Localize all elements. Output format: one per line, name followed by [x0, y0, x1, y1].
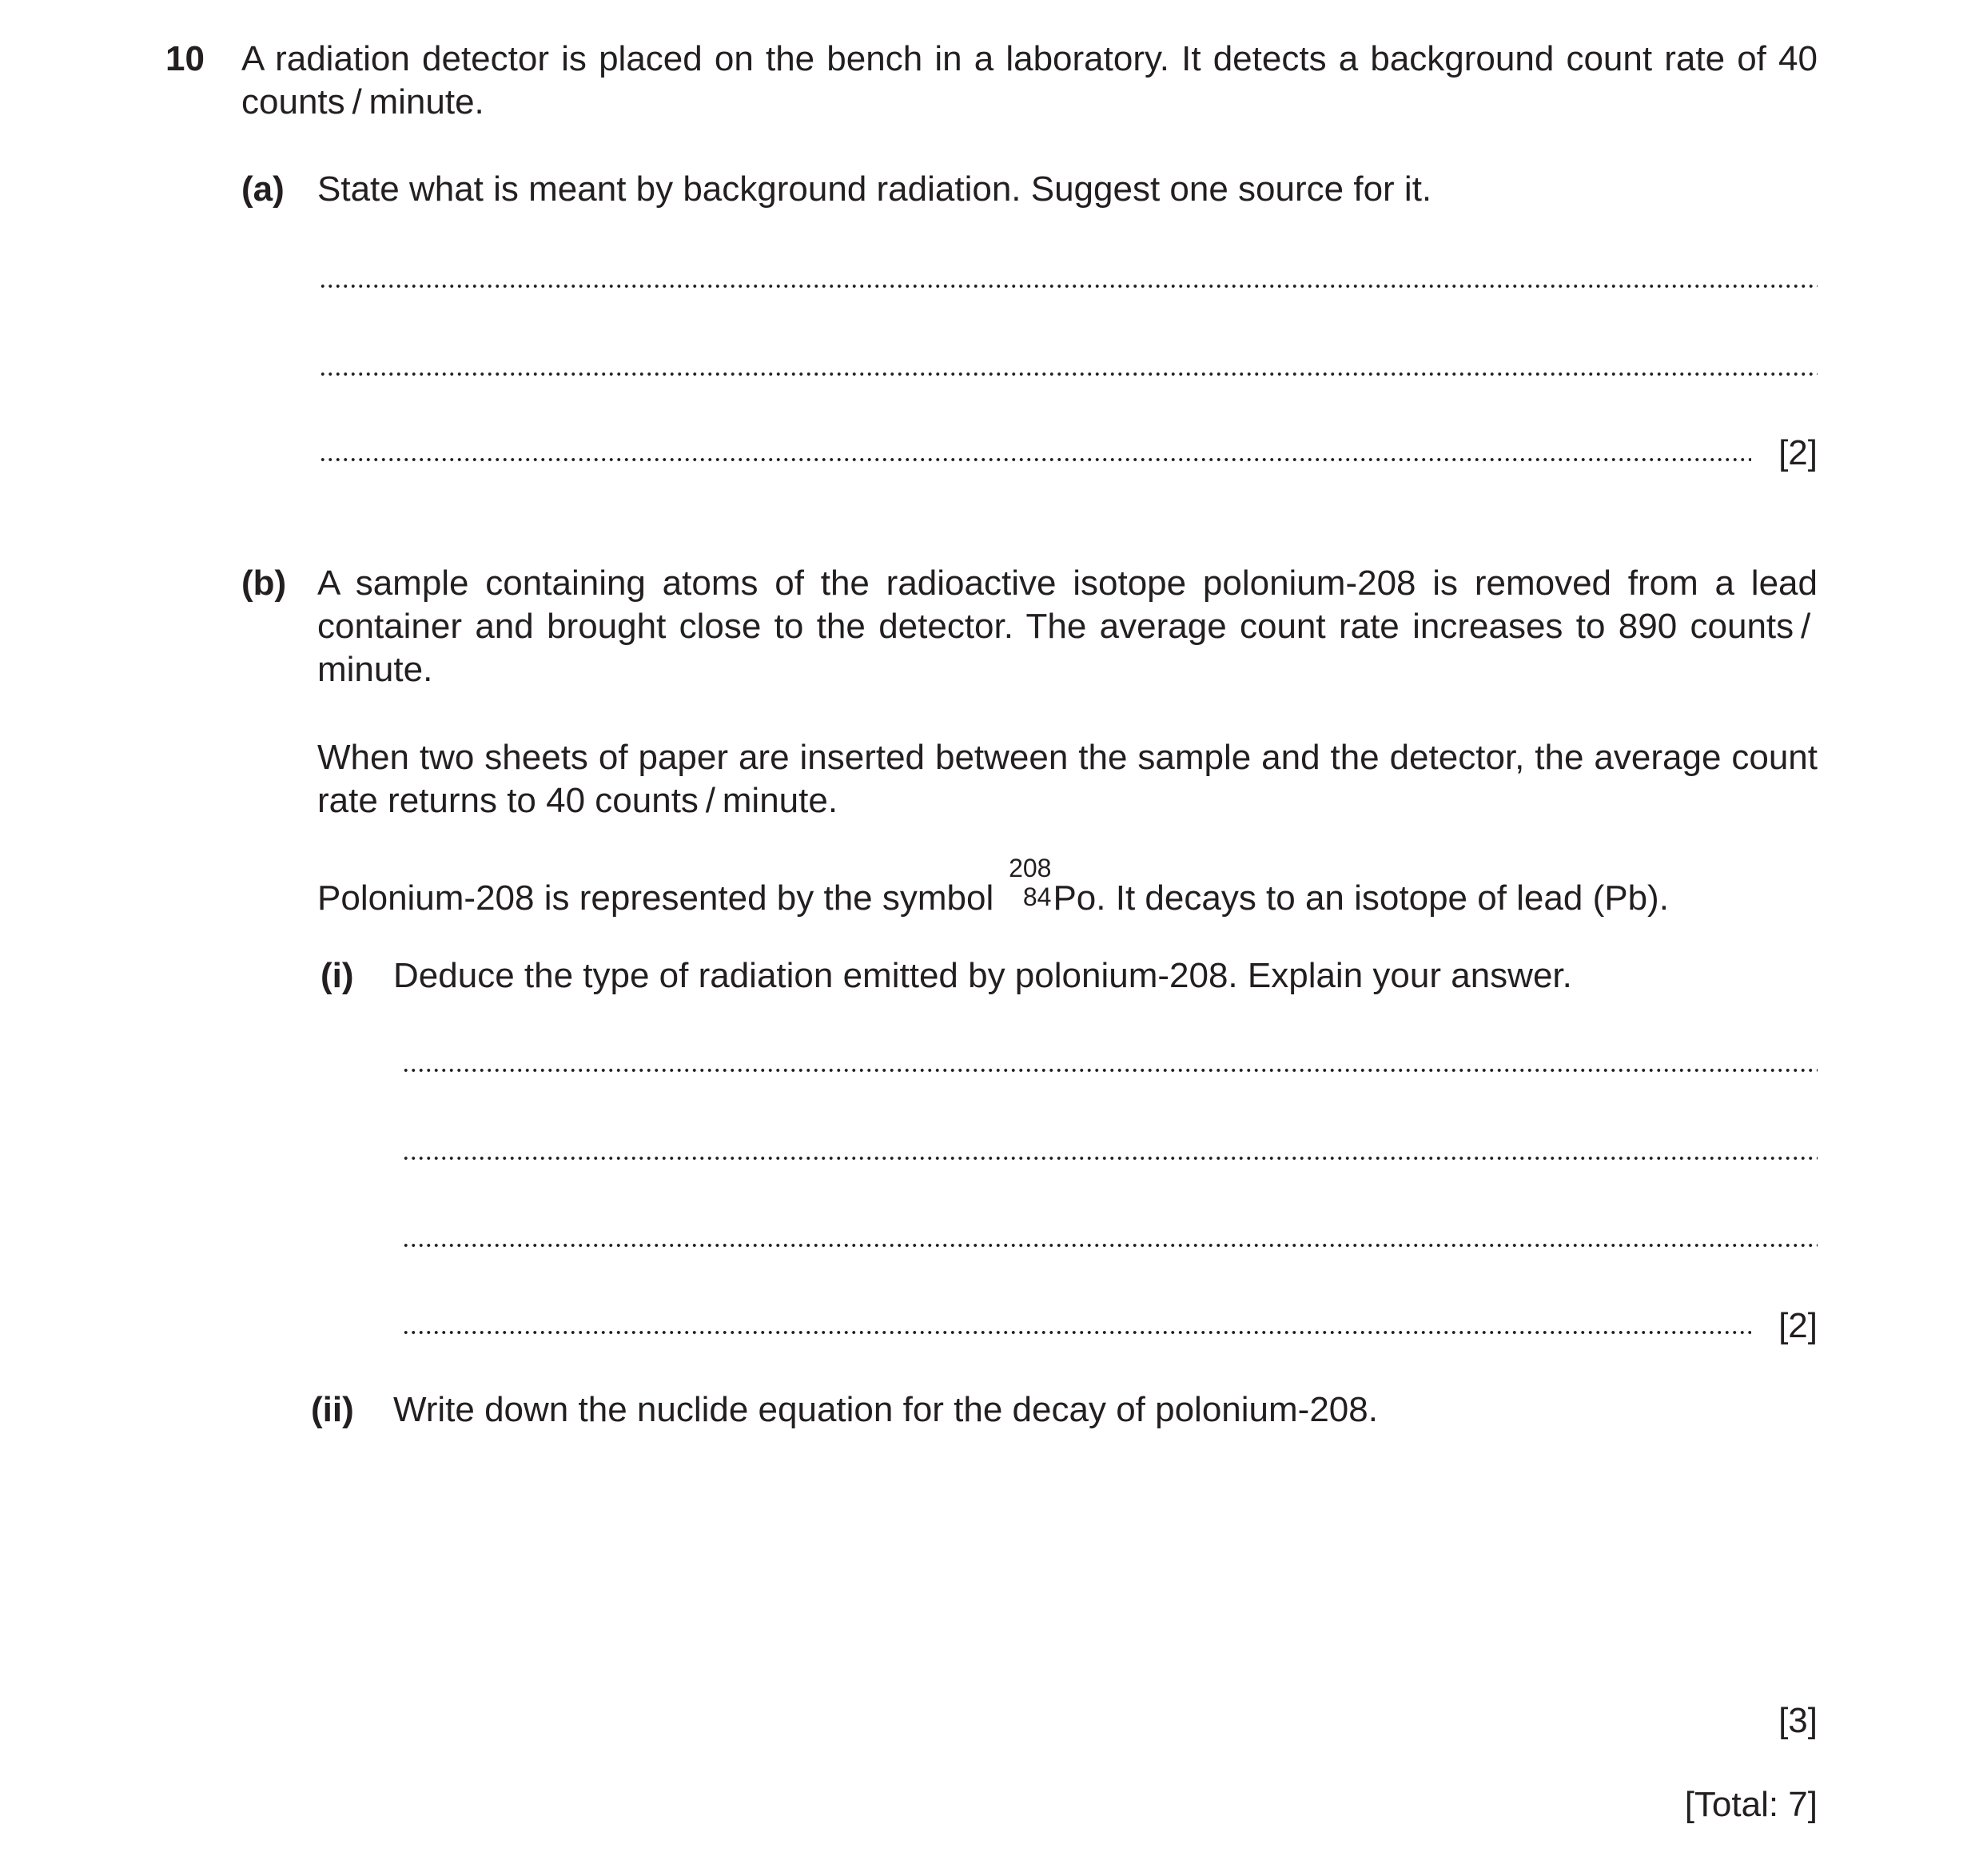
- part-b-ii-mark: [3]: [1778, 1701, 1818, 1740]
- answer-line-b-i-2[interactable]: [402, 1154, 1818, 1162]
- part-b-i-label: (i): [321, 956, 354, 995]
- part-b-ii-label: (ii): [311, 1390, 354, 1429]
- question-stem: A radiation detector is placed on the bench in a laboratory. It detects a background count rate of 40 counts / minute.: [241, 39, 1818, 121]
- part-b-intro: A sample containing atoms of the radioactive isotope polonium-208 is removed from a lead container and brought close to the detector. The average count rate increases to 890 counts / minute.: [317, 564, 1818, 689]
- part-a-prompt: State what is meant by background radiation. Suggest one source for it.: [317, 169, 1432, 209]
- nuclide-symbol: [1003, 854, 1053, 911]
- symbol-sentence-start: Polonium-208 is represented by the symbol: [317, 878, 1004, 918]
- answer-line-b-i-3[interactable]: [402, 1241, 1818, 1249]
- part-a-label: (a): [241, 169, 285, 209]
- symbol-sentence-end: . It decays to an isotope of lead (Pb).: [1096, 878, 1669, 918]
- part-b-i-prompt: Deduce the type of radiation emitted by polonium-208. Explain your answer.: [393, 956, 1572, 995]
- nuclide-mass-number: 208: [1009, 854, 1052, 882]
- answer-line-a-3[interactable]: [319, 456, 1751, 464]
- part-a-mark: [2]: [1778, 433, 1818, 472]
- part-b-label: (b): [241, 564, 287, 603]
- part-b-ii-prompt: Write down the nuclide equation for the decay of polonium-208.: [393, 1390, 1378, 1429]
- part-b-i-mark: [2]: [1778, 1306, 1818, 1345]
- nuclide-equation-answer-space[interactable]: [393, 1447, 1818, 1687]
- answer-line-b-i-1[interactable]: [402, 1066, 1818, 1074]
- total-marks: [Total: 7]: [1684, 1785, 1818, 1824]
- part-b-paper-observation: When two sheets of paper are inserted between the sample and the detector, the average count rate returns to 40 counts / minute.: [317, 738, 1818, 820]
- answer-line-a-1[interactable]: [319, 282, 1818, 290]
- answer-line-b-i-4[interactable]: [402, 1328, 1751, 1336]
- part-b-symbol-sentence: [317, 854, 1818, 920]
- nuclide-element: Po: [1053, 878, 1097, 918]
- answer-line-a-2[interactable]: [319, 370, 1818, 378]
- question-number: 10: [165, 39, 205, 78]
- nuclide-atomic-number: 84: [1022, 882, 1052, 911]
